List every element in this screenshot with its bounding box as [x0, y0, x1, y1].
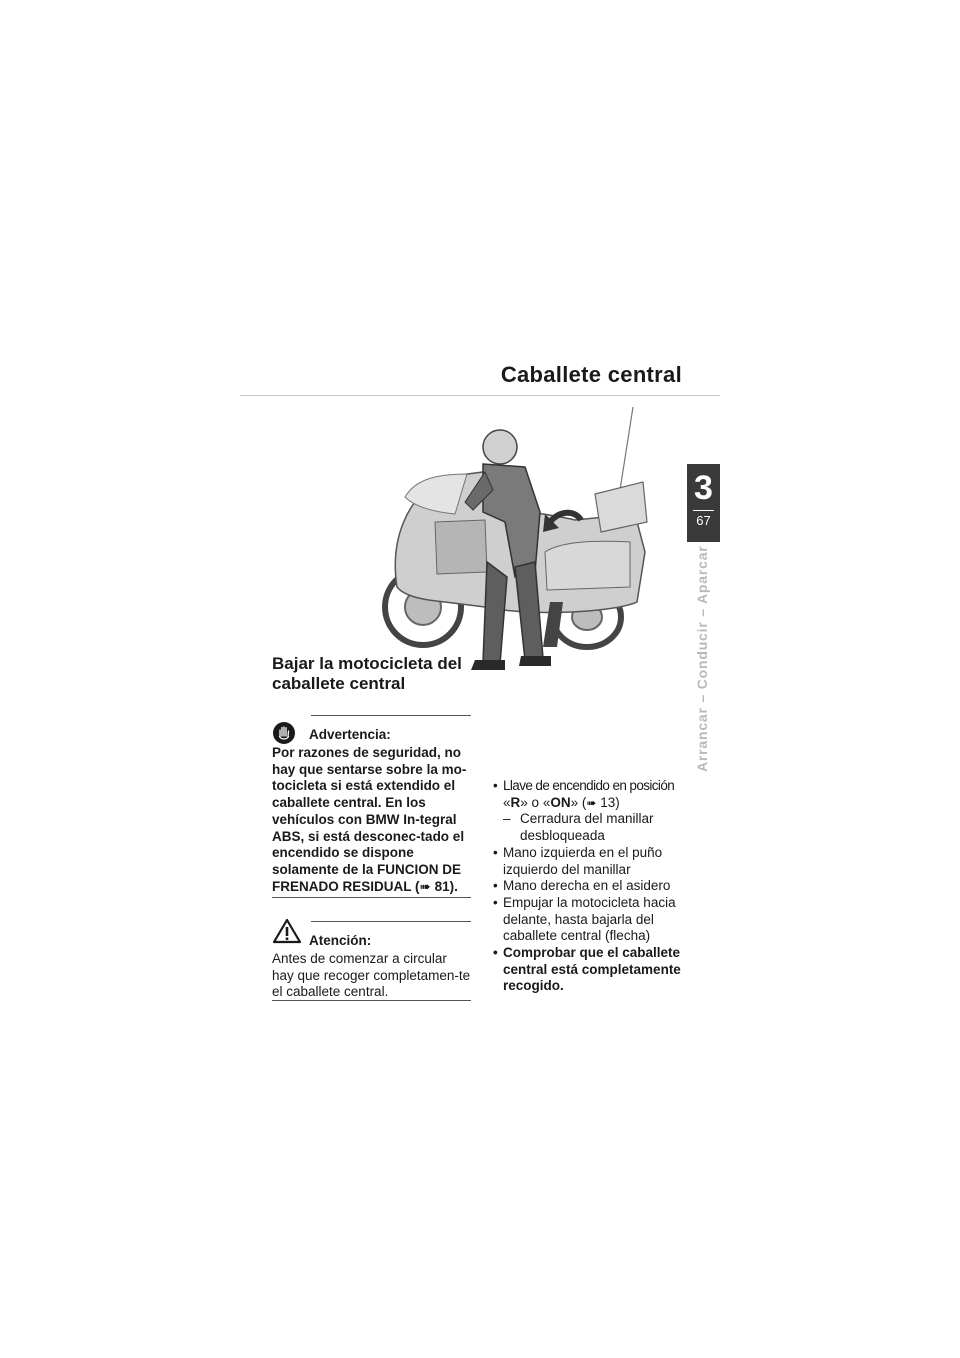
- bullet: •: [493, 894, 498, 910]
- chapter-tab: [687, 464, 720, 542]
- motorcycle-center-stand-figure: [375, 402, 675, 687]
- list-item: [493, 945, 683, 995]
- rider-leg-left: [483, 562, 507, 664]
- bullet: •: [493, 778, 498, 793]
- chapter-side-label: Arrancar – Conducir – Aparcar: [694, 545, 710, 772]
- header-divider: [240, 395, 720, 396]
- caution-heading: Atención:: [309, 933, 372, 948]
- exclamation-triangle-icon: [272, 918, 302, 944]
- rider-boot-left: [471, 660, 505, 670]
- warning-heading: Advertencia:: [309, 727, 391, 742]
- step-text: Mano izquierda en el puño izquierdo del manillar: [503, 844, 663, 877]
- page-number: 67: [696, 513, 711, 528]
- section-title: Bajar la motocicleta del caballete central: [272, 654, 462, 693]
- warning-text: Por razones de seguridad, no hay que sentarse sobre la mo-tocicleta si está extendido el caballete central. En los vehículos con BMW In-tegral ABS, si está desconec-tado el encendido se dispone solamente de la FUNCION DE FRENADO RESIDUAL (➠ 81).: [272, 745, 467, 894]
- step-text: Cerradura del manillar desbloqueada: [520, 811, 654, 844]
- bullet: •: [493, 878, 498, 894]
- list-item: [493, 878, 683, 895]
- rider-helmet: [483, 430, 517, 464]
- caution-top-rule: [311, 921, 471, 922]
- chapter-tab-divider: [693, 510, 714, 511]
- side-case: [545, 541, 630, 590]
- page-ref-arrow-icon: ➠: [586, 795, 597, 810]
- list-item: [493, 845, 683, 878]
- bullet: •: [493, 844, 498, 860]
- page-title: Caballete central: [500, 362, 682, 387]
- bullet: •: [493, 945, 498, 961]
- step-text: Empujar la motocicleta hacia delante, hasta bajarla del caballete central (flecha): [503, 894, 676, 944]
- step-text: Comprobar que el caballete central está completamente recogido.: [503, 945, 681, 994]
- caution-bottom-rule: [272, 1000, 471, 1001]
- key-position-on: ON: [550, 794, 571, 810]
- key-position-r: R: [510, 794, 521, 810]
- list-item: [493, 778, 683, 811]
- dash: –: [503, 811, 511, 827]
- chapter-number: 3: [694, 469, 713, 507]
- stop-hand-icon: [272, 721, 296, 745]
- warning-top-rule: [311, 715, 471, 716]
- step-text: Llave de encendido en posición: [503, 778, 675, 793]
- list-item: [493, 811, 683, 844]
- step-text: Mano derecha en el asidero: [503, 878, 671, 894]
- procedure-steps: [493, 778, 683, 995]
- list-item: [493, 895, 683, 945]
- top-case: [595, 482, 647, 532]
- warning-bottom-rule: [272, 897, 471, 898]
- step-text: «R» o «ON» (➠ 13): [503, 794, 620, 810]
- rider-boot-right: [519, 656, 551, 666]
- caution-text: Antes de comenzar a circular hay que recoger completamen-te el caballete central.: [272, 951, 471, 1000]
